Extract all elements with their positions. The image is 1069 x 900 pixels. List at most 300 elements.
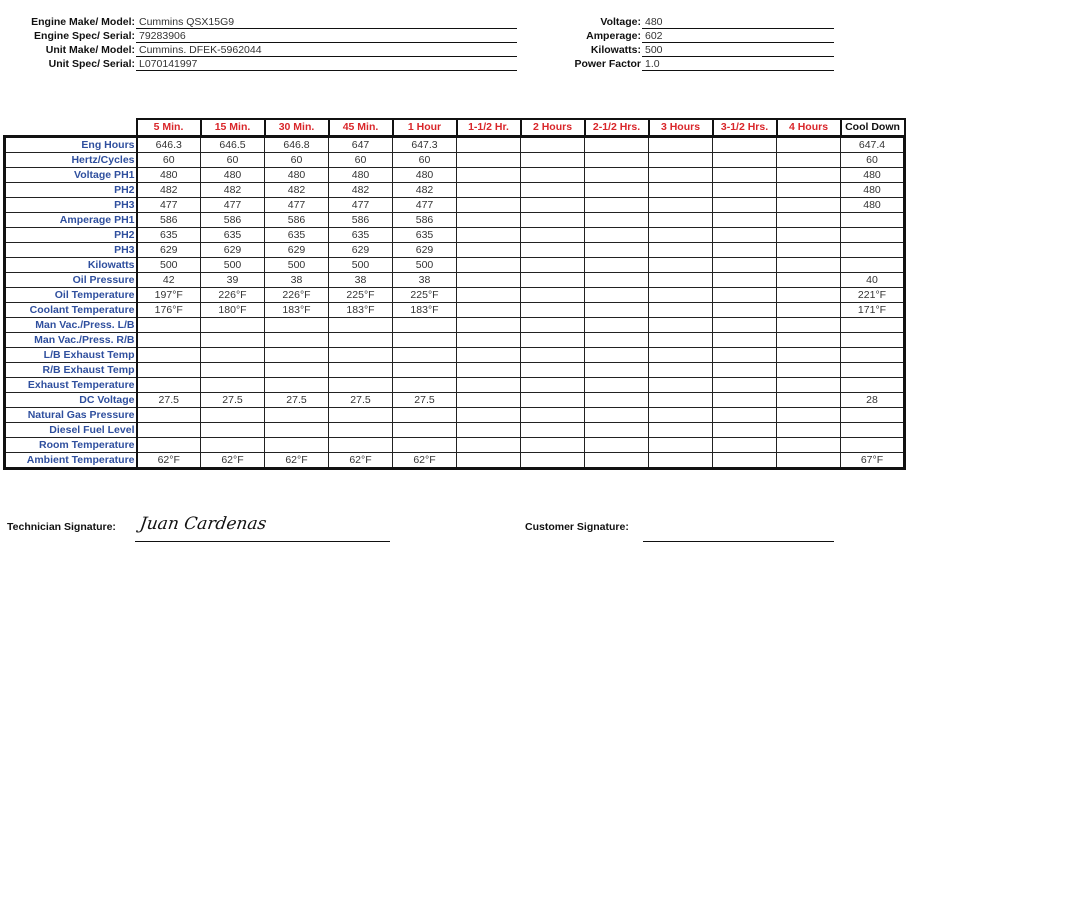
unit-info-label: Unit Spec/ Serial: — [48, 58, 135, 70]
reading-cell — [649, 408, 713, 423]
reading-cell — [713, 333, 777, 348]
unit-info-value: Cummins. DFEK-5962044 — [136, 44, 517, 57]
table-row — [5, 183, 905, 198]
readings-table — [3, 118, 906, 470]
reading-cell — [393, 378, 457, 393]
reading-cell — [393, 408, 457, 423]
reading-cell: 635 — [393, 228, 457, 243]
reading-cell — [393, 438, 457, 453]
reading-cell — [457, 348, 521, 363]
reading-cell — [393, 318, 457, 333]
table-row — [5, 333, 905, 348]
reading-cell: 477 — [137, 198, 201, 213]
row-label: Eng Hours — [5, 137, 137, 153]
reading-cell — [777, 288, 841, 303]
reading-cell: 482 — [201, 183, 265, 198]
reading-cell: 477 — [265, 198, 329, 213]
reading-cell — [265, 348, 329, 363]
reading-cell — [777, 273, 841, 288]
unit-info-label: Amperage: — [586, 30, 641, 42]
reading-cell — [137, 438, 201, 453]
reading-cell — [521, 303, 585, 318]
reading-cell — [841, 378, 905, 393]
row-label: Man Vac./Press. L/B — [5, 318, 137, 333]
reading-cell — [457, 258, 521, 273]
reading-cell — [457, 453, 521, 469]
reading-cell — [521, 153, 585, 168]
reading-cell — [521, 438, 585, 453]
reading-cell: 38 — [393, 273, 457, 288]
reading-cell — [713, 303, 777, 318]
reading-cell — [329, 408, 393, 423]
row-label: Exhaust Temperature — [5, 378, 137, 393]
reading-cell — [777, 137, 841, 153]
reading-cell — [649, 288, 713, 303]
reading-cell: 183°F — [265, 303, 329, 318]
unit-info-label: Unit Make/ Model: — [45, 44, 135, 56]
customer-signature-line — [643, 540, 834, 542]
reading-cell — [713, 348, 777, 363]
reading-cell — [265, 363, 329, 378]
reading-cell — [649, 243, 713, 258]
reading-cell — [521, 213, 585, 228]
reading-cell — [521, 378, 585, 393]
unit-info-row-engine-make-model — [0, 16, 520, 30]
reading-cell: 226°F — [265, 288, 329, 303]
unit-info-left — [0, 16, 520, 76]
reading-cell — [841, 408, 905, 423]
reading-cell — [777, 333, 841, 348]
table-row — [5, 288, 905, 303]
reading-cell: 171°F — [841, 303, 905, 318]
reading-cell — [713, 378, 777, 393]
unit-info-value: 1.0 — [642, 58, 834, 71]
reading-cell: 629 — [265, 243, 329, 258]
reading-cell — [713, 438, 777, 453]
reading-cell — [265, 423, 329, 438]
reading-cell — [841, 258, 905, 273]
reading-cell — [777, 243, 841, 258]
reading-cell — [649, 258, 713, 273]
row-label: DC Voltage — [5, 393, 137, 408]
reading-cell — [585, 378, 649, 393]
reading-cell: 480 — [393, 168, 457, 183]
reading-cell — [649, 453, 713, 469]
reading-cell: 500 — [393, 258, 457, 273]
reading-cell — [521, 318, 585, 333]
reading-cell: 225°F — [329, 288, 393, 303]
unit-info-label: Voltage: — [600, 16, 641, 28]
reading-cell — [329, 423, 393, 438]
column-header-30-min: 30 Min. — [265, 119, 329, 137]
reading-cell — [585, 348, 649, 363]
reading-cell — [393, 348, 457, 363]
row-label: Oil Temperature — [5, 288, 137, 303]
reading-cell: 40 — [841, 273, 905, 288]
reading-cell — [329, 378, 393, 393]
reading-cell: 480 — [841, 168, 905, 183]
reading-cell: 635 — [137, 228, 201, 243]
unit-info-value: L070141997 — [136, 58, 517, 71]
reading-cell: 38 — [265, 273, 329, 288]
unit-info-value: 500 — [642, 44, 834, 57]
reading-cell — [265, 318, 329, 333]
reading-cell — [585, 213, 649, 228]
unit-info-value: Cummins QSX15G9 — [136, 16, 517, 29]
reading-cell: 42 — [137, 273, 201, 288]
reading-cell — [585, 438, 649, 453]
reading-cell — [457, 273, 521, 288]
reading-cell — [201, 378, 265, 393]
reading-cell — [841, 363, 905, 378]
reading-cell: 647.4 — [841, 137, 905, 153]
reading-cell: 647.3 — [393, 137, 457, 153]
reading-cell — [649, 378, 713, 393]
row-label: Kilowatts — [5, 258, 137, 273]
reading-cell — [649, 318, 713, 333]
reading-cell — [137, 363, 201, 378]
reading-cell — [585, 198, 649, 213]
reading-cell — [649, 438, 713, 453]
table-row — [5, 228, 905, 243]
reading-cell: 477 — [329, 198, 393, 213]
reading-cell — [585, 153, 649, 168]
reading-cell: 60 — [265, 153, 329, 168]
reading-cell — [649, 423, 713, 438]
reading-cell: 480 — [841, 183, 905, 198]
row-label: Oil Pressure — [5, 273, 137, 288]
reading-cell — [585, 183, 649, 198]
reading-cell — [777, 183, 841, 198]
reading-cell — [777, 423, 841, 438]
reading-cell — [713, 183, 777, 198]
reading-cell — [265, 408, 329, 423]
reading-cell: 647 — [329, 137, 393, 153]
technician-signature: Juan Cardenas — [138, 514, 268, 534]
reading-cell — [265, 438, 329, 453]
unit-info-right — [540, 16, 840, 76]
reading-cell — [841, 438, 905, 453]
reading-cell — [201, 408, 265, 423]
table-row — [5, 198, 905, 213]
reading-cell — [393, 363, 457, 378]
table-row — [5, 318, 905, 333]
reading-cell — [329, 348, 393, 363]
reading-cell — [649, 333, 713, 348]
column-header-3-1-2-hrs: 3-1/2 Hrs. — [713, 119, 777, 137]
reading-cell: 480 — [265, 168, 329, 183]
row-label: Diesel Fuel Level — [5, 423, 137, 438]
reading-cell — [841, 423, 905, 438]
reading-cell: 480 — [137, 168, 201, 183]
reading-cell: 477 — [393, 198, 457, 213]
reading-cell — [649, 183, 713, 198]
reading-cell — [585, 273, 649, 288]
reading-cell — [777, 213, 841, 228]
reading-cell: 183°F — [329, 303, 393, 318]
reading-cell — [713, 153, 777, 168]
reading-cell: 482 — [137, 183, 201, 198]
table-row — [5, 137, 905, 153]
reading-cell — [137, 378, 201, 393]
reading-cell — [201, 348, 265, 363]
reading-cell — [585, 228, 649, 243]
reading-cell — [457, 378, 521, 393]
reading-cell — [457, 153, 521, 168]
reading-cell — [713, 228, 777, 243]
table-row — [5, 153, 905, 168]
reading-cell — [713, 408, 777, 423]
reading-cell: 62°F — [393, 453, 457, 469]
reading-cell — [649, 168, 713, 183]
reading-cell — [585, 333, 649, 348]
reading-cell — [649, 393, 713, 408]
reading-cell — [777, 393, 841, 408]
row-label: R/B Exhaust Temp — [5, 363, 137, 378]
reading-cell — [393, 423, 457, 438]
reading-cell — [713, 137, 777, 153]
reading-cell — [585, 393, 649, 408]
reading-cell — [713, 288, 777, 303]
reading-cell: 629 — [137, 243, 201, 258]
reading-cell — [585, 363, 649, 378]
table-row — [5, 273, 905, 288]
column-header-15-min: 15 Min. — [201, 119, 265, 137]
readings-header-row — [5, 119, 905, 137]
reading-cell — [649, 198, 713, 213]
reading-cell: 197°F — [137, 288, 201, 303]
reading-cell — [585, 168, 649, 183]
reading-cell — [585, 453, 649, 469]
reading-cell — [137, 408, 201, 423]
reading-cell — [585, 258, 649, 273]
reading-cell — [777, 363, 841, 378]
reading-cell — [777, 348, 841, 363]
technician-signature-line — [135, 540, 390, 542]
reading-cell: 180°F — [201, 303, 265, 318]
reading-cell: 635 — [201, 228, 265, 243]
column-header-45-min: 45 Min. — [329, 119, 393, 137]
reading-cell — [841, 348, 905, 363]
reading-cell: 482 — [393, 183, 457, 198]
reading-cell: 482 — [265, 183, 329, 198]
reading-cell: 500 — [329, 258, 393, 273]
reading-cell — [457, 333, 521, 348]
row-label: Voltage PH1 — [5, 168, 137, 183]
reading-cell: 27.5 — [265, 393, 329, 408]
reading-cell — [841, 318, 905, 333]
table-row — [5, 453, 905, 469]
reading-cell — [841, 228, 905, 243]
reading-cell — [457, 137, 521, 153]
reading-cell: 60 — [393, 153, 457, 168]
unit-info-row-power-factor — [540, 58, 840, 72]
unit-info-value: 79283906 — [136, 30, 517, 43]
reading-cell — [329, 438, 393, 453]
reading-cell — [457, 303, 521, 318]
reading-cell — [585, 137, 649, 153]
reading-cell: 500 — [137, 258, 201, 273]
reading-cell — [777, 438, 841, 453]
reading-cell — [713, 213, 777, 228]
reading-cell: 586 — [265, 213, 329, 228]
reading-cell — [393, 333, 457, 348]
reading-cell: 646.3 — [137, 137, 201, 153]
reading-cell: 62°F — [265, 453, 329, 469]
reading-cell — [841, 213, 905, 228]
reading-cell — [713, 168, 777, 183]
reading-cell — [457, 393, 521, 408]
reading-cell: 60 — [841, 153, 905, 168]
reading-cell — [585, 408, 649, 423]
row-label: Hertz/Cycles — [5, 153, 137, 168]
reading-cell — [457, 318, 521, 333]
row-label: PH3 — [5, 198, 137, 213]
column-header-2-hours: 2 Hours — [521, 119, 585, 137]
reading-cell — [521, 273, 585, 288]
column-header-cool-down: Cool Down — [841, 119, 905, 137]
reading-cell — [713, 243, 777, 258]
reading-cell — [649, 363, 713, 378]
reading-cell: 39 — [201, 273, 265, 288]
table-row — [5, 213, 905, 228]
row-label: Man Vac./Press. R/B — [5, 333, 137, 348]
reading-cell — [777, 318, 841, 333]
header-corner — [5, 119, 137, 137]
reading-cell — [521, 333, 585, 348]
unit-info-label: Power Factor — [574, 58, 641, 70]
reading-cell — [457, 363, 521, 378]
reading-cell — [713, 363, 777, 378]
reading-cell: 629 — [201, 243, 265, 258]
reading-cell — [457, 408, 521, 423]
reading-cell — [585, 288, 649, 303]
column-header-1-1-2-hr: 1-1/2 Hr. — [457, 119, 521, 137]
reading-cell — [521, 453, 585, 469]
reading-cell: 646.8 — [265, 137, 329, 153]
reading-cell: 27.5 — [201, 393, 265, 408]
row-label: Coolant Temperature — [5, 303, 137, 318]
reading-cell: 629 — [329, 243, 393, 258]
reading-cell — [649, 348, 713, 363]
reading-cell — [457, 228, 521, 243]
reading-cell: 500 — [265, 258, 329, 273]
table-row — [5, 408, 905, 423]
column-header-2-1-2-hrs: 2-1/2 Hrs. — [585, 119, 649, 137]
reading-cell: 60 — [329, 153, 393, 168]
reading-cell — [649, 303, 713, 318]
reading-cell: 480 — [201, 168, 265, 183]
reading-cell: 62°F — [137, 453, 201, 469]
reading-cell — [521, 137, 585, 153]
reading-cell — [777, 453, 841, 469]
table-row — [5, 258, 905, 273]
reading-cell: 221°F — [841, 288, 905, 303]
table-row — [5, 303, 905, 318]
column-header-4-hours: 4 Hours — [777, 119, 841, 137]
reading-cell — [649, 273, 713, 288]
reading-cell: 586 — [201, 213, 265, 228]
reading-cell — [457, 243, 521, 258]
readings-body — [5, 137, 905, 469]
reading-cell — [585, 318, 649, 333]
row-label: Amperage PH1 — [5, 213, 137, 228]
row-label: Ambient Temperature — [5, 453, 137, 469]
reading-cell — [137, 318, 201, 333]
reading-cell — [521, 363, 585, 378]
reading-cell — [713, 258, 777, 273]
reading-cell — [137, 333, 201, 348]
reading-cell — [457, 213, 521, 228]
reading-cell — [201, 423, 265, 438]
unit-info-value: 480 — [642, 16, 834, 29]
reading-cell: 27.5 — [329, 393, 393, 408]
reading-cell — [521, 243, 585, 258]
reading-cell — [585, 243, 649, 258]
reading-cell — [201, 318, 265, 333]
table-row — [5, 243, 905, 258]
reading-cell — [521, 348, 585, 363]
table-row — [5, 438, 905, 453]
reading-cell — [713, 453, 777, 469]
reading-cell — [777, 228, 841, 243]
row-label: Room Temperature — [5, 438, 137, 453]
unit-info-label: Engine Make/ Model: — [31, 16, 135, 28]
table-row — [5, 168, 905, 183]
unit-info-row-voltage — [540, 16, 840, 30]
reading-cell — [329, 318, 393, 333]
reading-cell — [777, 198, 841, 213]
reading-cell: 60 — [201, 153, 265, 168]
unit-info-row-unit-make-model — [0, 44, 520, 58]
reading-cell — [457, 183, 521, 198]
unit-info-row-kilowatts — [540, 44, 840, 58]
reading-cell — [777, 408, 841, 423]
reading-cell — [201, 363, 265, 378]
reading-cell: 183°F — [393, 303, 457, 318]
reading-cell — [649, 137, 713, 153]
reading-cell: 176°F — [137, 303, 201, 318]
reading-cell: 62°F — [201, 453, 265, 469]
reading-cell: 226°F — [201, 288, 265, 303]
unit-info-row-amperage — [540, 30, 840, 44]
reading-cell — [713, 198, 777, 213]
reading-cell: 480 — [841, 198, 905, 213]
reading-cell — [521, 183, 585, 198]
row-label: PH2 — [5, 183, 137, 198]
reading-cell — [649, 213, 713, 228]
reading-cell — [777, 303, 841, 318]
reading-cell — [201, 438, 265, 453]
row-label: Natural Gas Pressure — [5, 408, 137, 423]
reading-cell — [521, 258, 585, 273]
reading-cell — [521, 423, 585, 438]
reading-cell: 27.5 — [137, 393, 201, 408]
unit-info-row-engine-spec-serial — [0, 30, 520, 44]
reading-cell — [521, 198, 585, 213]
reading-cell — [265, 333, 329, 348]
table-row — [5, 393, 905, 408]
reading-cell: 477 — [201, 198, 265, 213]
reading-cell — [777, 153, 841, 168]
reading-cell — [457, 288, 521, 303]
reading-cell: 28 — [841, 393, 905, 408]
reading-cell — [457, 438, 521, 453]
reading-cell — [841, 243, 905, 258]
reading-cell — [713, 393, 777, 408]
table-row — [5, 423, 905, 438]
reading-cell: 646.5 — [201, 137, 265, 153]
